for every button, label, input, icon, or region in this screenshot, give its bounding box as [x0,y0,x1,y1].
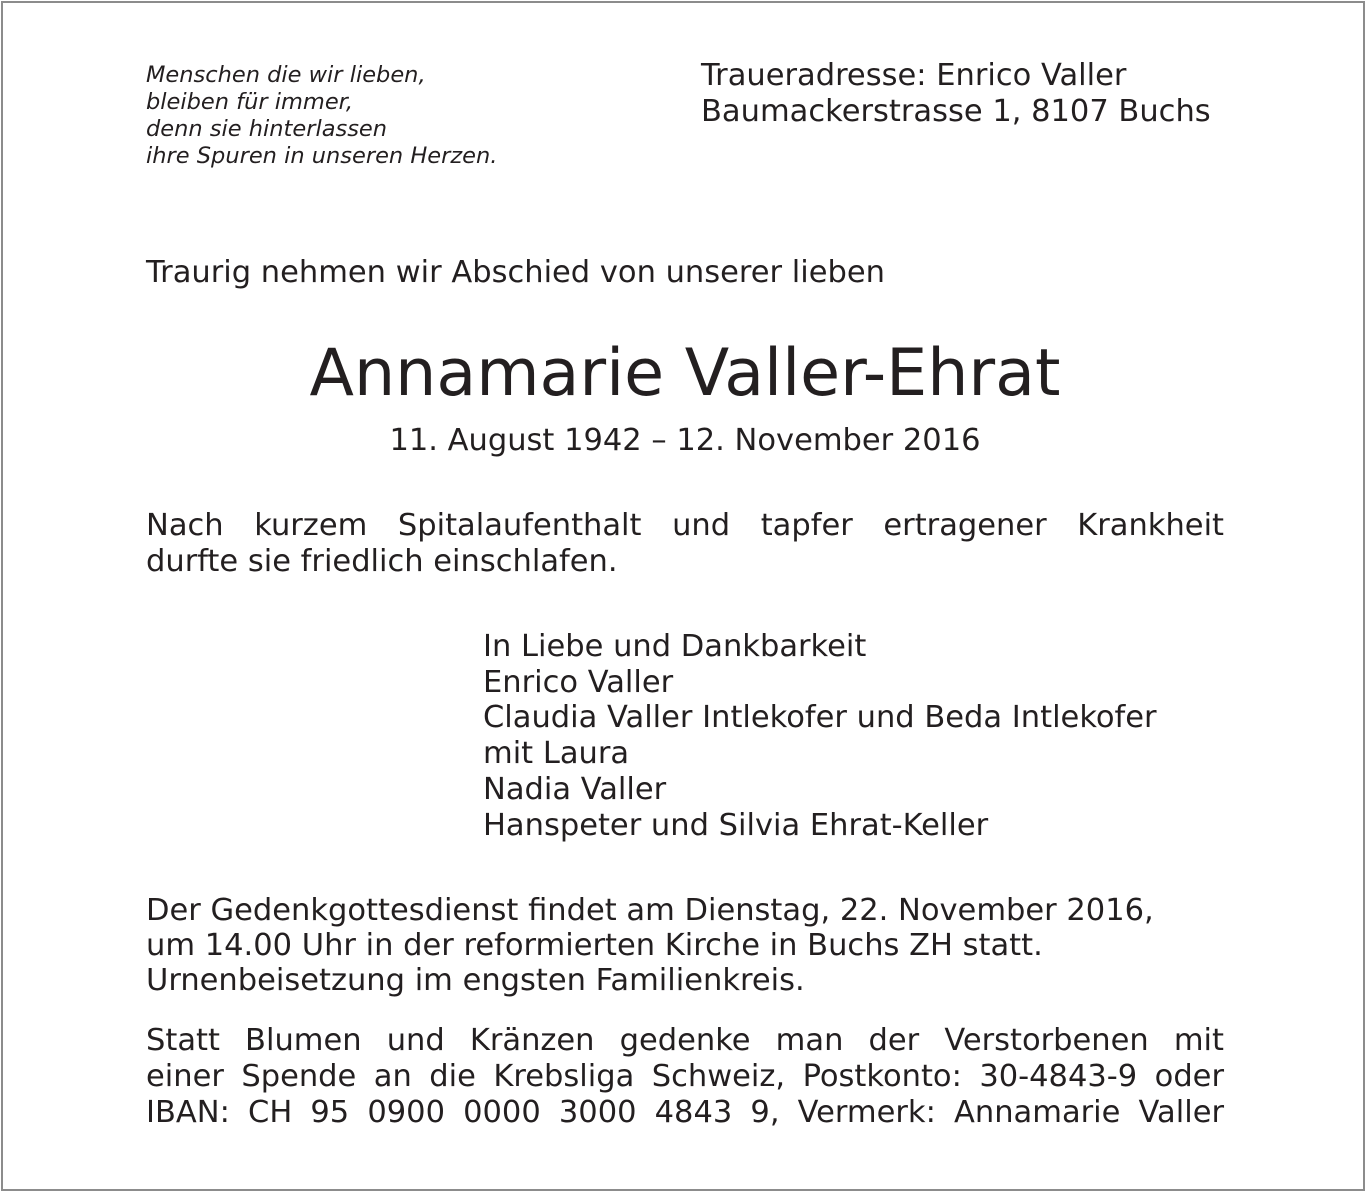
family-member: Enrico Valler [483,664,674,700]
donation-paragraph [146,1023,1224,1131]
service-line: Der Gedenkgottesdienst findet am Dienstag, 22. November 2016, [146,893,1154,928]
service-line: um 14.00 Uhr in der reformierten Kirche in Buchs ZH statt. [146,928,1043,963]
donation-line: IBAN: CH 95 0900 0000 3000 4843 9, Vermerk: Annamarie Valler [146,1095,1224,1130]
family-member: Claudia Valler Intlekofer und Beda Intlekofer [483,700,1157,736]
mourning-address [701,58,1211,130]
family-member: Nadia Valler [483,771,667,807]
deceased-name: Annamarie Valler-Ehrat [309,336,1061,411]
service-paragraph [146,893,1154,998]
donation-line: Statt Blumen und Kränzen gedenke man der Verstorbenen mit [146,1023,1224,1058]
family-heading: In Liebe und Dankbarkeit [483,629,867,664]
poem-line: bleiben für immer, [146,89,354,115]
intro-text: Traurig nehmen wir Abschied von unserer lieben [146,255,885,290]
life-dates: 11. August 1942 – 12. November 2016 [389,423,981,458]
family-member: mit Laura [483,736,630,772]
donation-line: einer Spende an die Krebsliga Schweiz, Postkonto: 30-4843-9 oder [146,1059,1224,1094]
service-line: Urnenbeisetzung im engsten Familienkreis. [146,963,805,998]
poem [146,62,497,170]
message-line: durfte sie friedlich einschlafen. [146,544,618,579]
poem-line: Menschen die wir lieben, [146,62,426,88]
notice-border [1,1,1365,1191]
poem-line: ihre Spuren in unseren Herzen. [146,143,498,169]
address-line-street: Baumackerstrasse 1, 8107 Buchs [701,94,1211,129]
family-signature [483,629,1157,843]
message-line: Nach kurzem Spitalaufenthalt und tapfer ertragener Krankheit [146,508,1224,543]
family-member: Hanspeter und Silvia Ehrat-Keller [483,807,989,843]
message-paragraph [146,508,1224,580]
poem-line: denn sie hinterlassen [146,116,388,142]
address-line-name: Traueradresse: Enrico Valler [701,58,1127,93]
